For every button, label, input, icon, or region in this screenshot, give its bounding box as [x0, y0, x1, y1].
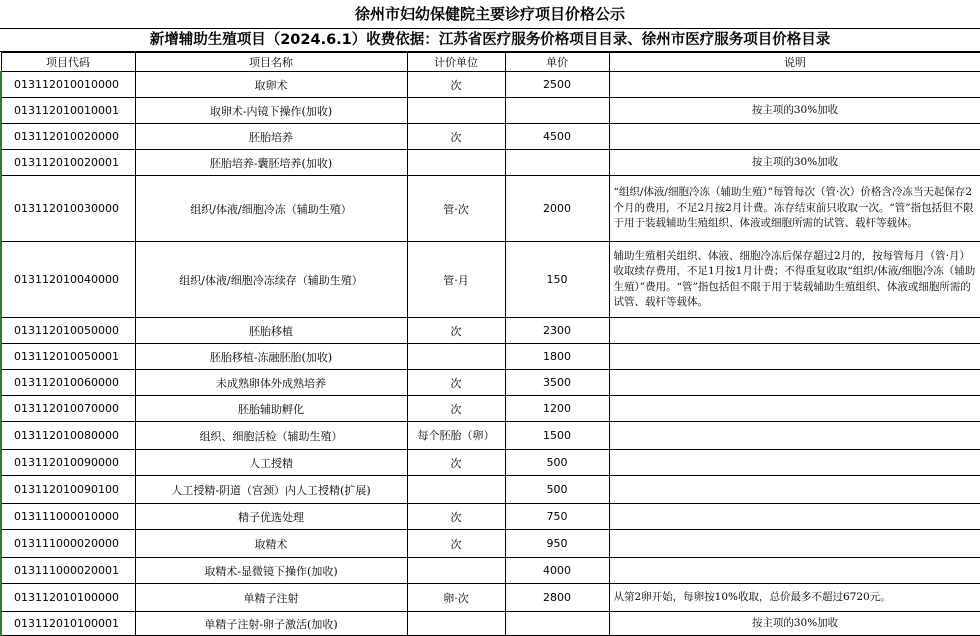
cell-note [609, 176, 980, 242]
column-header-note: 说明 [609, 53, 980, 72]
cell-code: 013112010100000 [1, 584, 135, 612]
column-header-unit: 计价单位 [407, 53, 505, 72]
cell-name: 组织、细胞活检（辅助生殖） [135, 422, 407, 450]
cell-code: 013112010070000 [1, 396, 135, 422]
table-row [1, 72, 980, 98]
cell-name: 胚胎辅助孵化 [135, 396, 407, 422]
note-text: 按主项的30%加收 [751, 103, 839, 116]
table-row [1, 370, 980, 396]
table-row [1, 558, 980, 584]
cell-code: 013112010050000 [1, 318, 135, 344]
cell-note [609, 422, 980, 450]
cell-price: 3500 [505, 370, 609, 396]
cell-note [609, 98, 980, 124]
price-table [0, 52, 980, 636]
table-body [1, 72, 980, 636]
table-row [1, 98, 980, 124]
cell-price: 1500 [505, 422, 609, 450]
cell-price: 4500 [505, 124, 609, 150]
table-row [1, 612, 980, 636]
table-row [1, 422, 980, 450]
cell-name: 人工授精 [135, 450, 407, 476]
cell-unit [407, 476, 505, 504]
note-text: 按主项的30%加收 [751, 155, 839, 168]
cell-price: 500 [505, 476, 609, 504]
cell-price: 150 [505, 242, 609, 318]
cell-unit: 管·月 [407, 242, 505, 318]
cell-unit: 次 [407, 72, 505, 98]
cell-unit: 次 [407, 396, 505, 422]
sheet-title: 徐州市妇幼保健院主要诊疗项目价格公示 [0, 0, 980, 29]
cell-code: 013112010030000 [1, 176, 135, 242]
column-header-name: 项目名称 [135, 53, 407, 72]
cell-note [609, 370, 980, 396]
cell-name: 人工授精-阴道（宫颈）内人工授精(扩展) [135, 476, 407, 504]
column-header-code: 项目代码 [1, 53, 135, 72]
cell-note [609, 344, 980, 370]
cell-unit [407, 344, 505, 370]
cell-price: 500 [505, 450, 609, 476]
cell-unit: 每个胚胎（卵） [407, 422, 505, 450]
table-row [1, 476, 980, 504]
cell-unit: 次 [407, 504, 505, 530]
cell-note [609, 450, 980, 476]
note-text: “组织/体液/细胞冷冻（辅助生殖）”每管每次（管·次）价格含冷冻当天起保存2个月的费用，不足2月按2月计费。冻存结束前只收取一次。“管”指包括但不限于用于装载辅助生殖组织、体液或细胞所需的试管、载杆等载体。 [613, 186, 974, 230]
cell-name: 取精术-显微镜下操作(加收) [135, 558, 407, 584]
cell-code: 013112010090000 [1, 450, 135, 476]
cell-code: 013111000020000 [1, 530, 135, 558]
cell-unit [407, 558, 505, 584]
cell-price: 1800 [505, 344, 609, 370]
cell-name: 胚胎培养 [135, 124, 407, 150]
column-header-price: 单价 [505, 53, 609, 72]
cell-name: 单精子注射 [135, 584, 407, 612]
cell-price [505, 98, 609, 124]
cell-name: 取精术 [135, 530, 407, 558]
cell-code: 013112010020000 [1, 124, 135, 150]
table-row [1, 242, 980, 318]
cell-name: 组织/体液/细胞冷冻（辅助生殖） [135, 176, 407, 242]
cell-note [609, 612, 980, 636]
cell-name: 取卵术 [135, 72, 407, 98]
table-row [1, 344, 980, 370]
cell-price: 750 [505, 504, 609, 530]
cell-price: 1200 [505, 396, 609, 422]
table-header-row [1, 53, 980, 72]
cell-price [505, 612, 609, 636]
cell-name: 单精子注射-卵子激活(加收) [135, 612, 407, 636]
table-row [1, 150, 980, 176]
cell-note [609, 72, 980, 98]
cell-note [609, 584, 980, 612]
cell-code: 013112010060000 [1, 370, 135, 396]
cell-code: 013112010010001 [1, 98, 135, 124]
cell-name: 组织/体液/细胞冷冻续存（辅助生殖） [135, 242, 407, 318]
cell-code: 013112010020001 [1, 150, 135, 176]
cell-unit: 次 [407, 318, 505, 344]
cell-note [609, 530, 980, 558]
cell-unit: 次 [407, 124, 505, 150]
table-row [1, 318, 980, 344]
cell-price: 2000 [505, 176, 609, 242]
cell-price: 2800 [505, 584, 609, 612]
table-row [1, 504, 980, 530]
cell-name: 精子优选处理 [135, 504, 407, 530]
cell-code: 013112010100001 [1, 612, 135, 636]
sheet-subtitle: 新增辅助生殖项目（2024.6.1）收费依据：江苏省医疗服务价格项目目录、徐州市医疗服务项目价格目录 [0, 29, 980, 52]
cell-note [609, 124, 980, 150]
cell-code: 013112010010000 [1, 72, 135, 98]
cell-code: 013111000010000 [1, 504, 135, 530]
note-text: 从第2卵开始，每卵按10%收取，总价最多不超过6720元。 [613, 590, 891, 603]
table-row [1, 450, 980, 476]
table-row [1, 396, 980, 422]
cell-note [609, 318, 980, 344]
cell-name: 胚胎移植 [135, 318, 407, 344]
cell-price: 950 [505, 530, 609, 558]
cell-unit: 管·次 [407, 176, 505, 242]
cell-unit [407, 612, 505, 636]
cell-name: 胚胎培养-囊胚培养(加收) [135, 150, 407, 176]
cell-unit: 卵·次 [407, 584, 505, 612]
table-row [1, 530, 980, 558]
cell-note [609, 476, 980, 504]
cell-code: 013112010090100 [1, 476, 135, 504]
cell-unit: 次 [407, 370, 505, 396]
cell-code: 013112010040000 [1, 242, 135, 318]
cell-note [609, 558, 980, 584]
cell-code: 013111000020001 [1, 558, 135, 584]
cell-name: 未成熟卵体外成熟培养 [135, 370, 407, 396]
table-row [1, 176, 980, 242]
cell-unit: 次 [407, 530, 505, 558]
cell-code: 013112010080000 [1, 422, 135, 450]
cell-name: 取卵术-内镜下操作(加收) [135, 98, 407, 124]
cell-price: 2300 [505, 318, 609, 344]
cell-note [609, 504, 980, 530]
cell-code: 013112010050001 [1, 344, 135, 370]
cell-unit [407, 98, 505, 124]
cell-price: 2500 [505, 72, 609, 98]
cell-price [505, 150, 609, 176]
note-text: 辅助生殖相关组织、体液、细胞冷冻后保存超过2月的，按每管每月（管·月）收取续存费用，不足1月按1月计费；不得重复收取“组织/体液/细胞冷冻（辅助生殖）”费用。“管”指包括但不限于用于装载辅助生殖组织、体液或细胞所需的试管、载杆等载体。 [613, 249, 976, 308]
note-text: 按主项的30%加收 [751, 616, 839, 629]
cell-name: 胚胎移植-冻融胚胎(加收) [135, 344, 407, 370]
cell-price: 4000 [505, 558, 609, 584]
table-row [1, 584, 980, 612]
cell-unit: 次 [407, 450, 505, 476]
cell-note [609, 396, 980, 422]
table-row [1, 124, 980, 150]
cell-note [609, 242, 980, 318]
cell-unit [407, 150, 505, 176]
cell-note [609, 150, 980, 176]
